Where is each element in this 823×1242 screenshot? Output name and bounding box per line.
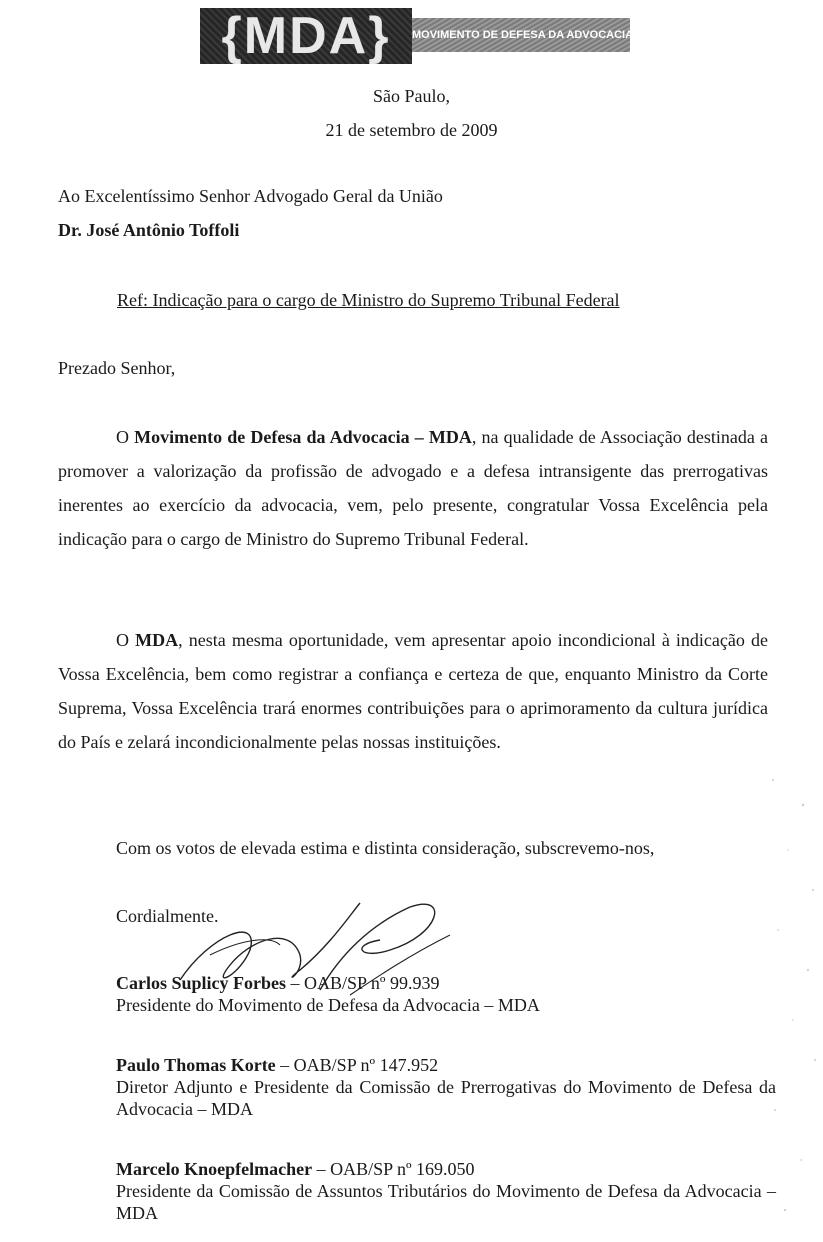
p1-lead: O — [116, 427, 135, 447]
salutation: Prezado Senhor, — [58, 358, 176, 378]
signatory-role: Diretor Adjunto e Presidente da Comissão de Prerrogativas do Movimento de Defesa da Advocacia – MDA — [116, 1077, 776, 1119]
signatory-role: Presidente do Movimento de Defesa da Advocacia – MDA — [116, 995, 540, 1015]
signatory-1 — [116, 972, 776, 1016]
signatory-role: Presidente da Comissão de Assuntos Tributários do Movimento de Defesa da Advocacia – MDA — [116, 1181, 776, 1223]
mda-logo — [200, 7, 634, 65]
p1-org: Movimento de Defesa da Advocacia – MDA — [134, 427, 472, 447]
p2-lead: O — [116, 630, 136, 650]
signatory-name: Marcelo Knoepfelmacher — [116, 1159, 313, 1179]
signatory-2 — [116, 1054, 776, 1120]
addressee-name: Dr. José Antônio Toffoli — [58, 220, 240, 240]
cordially: Cordialmente. — [116, 906, 219, 926]
header-date: 21 de setembro de 2009 — [325, 120, 498, 140]
scan-noise — [763, 760, 823, 1240]
header-city: São Paulo, — [372, 86, 450, 106]
logo-band: MOVIMENTO DE DEFESA DA ADVOCACIA — [412, 18, 630, 52]
body-paragraph-2 — [58, 623, 768, 759]
body-paragraph-1 — [58, 420, 768, 556]
signatory-name: Carlos Suplicy Forbes — [116, 973, 287, 993]
signatory-oab: – OAB/SP nº 169.050 — [312, 1159, 475, 1179]
logo-mark: {MDA} — [200, 8, 412, 64]
p2-org: MDA — [135, 630, 179, 650]
p1-rest: , na qualidade de Associação destinada a promover a valorização da profissão de advogado e a defesa intransigente das prerrogativas inerentes ao exercício da advocacia, vem, pelo presente, congratular Vossa Excelência pela indicação para o cargo de Ministro do Supremo Tribunal Federal. — [58, 427, 769, 549]
signatory-oab: – OAB/SP nº 99.939 — [286, 973, 440, 993]
p2-rest: , nesta mesma oportunidade, vem apresentar apoio incondicional à indicação de Vossa Excelência, bem como registrar a confiança e certeza de que, enquanto Ministro da Corte Suprema, Vossa Excelência trará enormes contribuições para o aprimoramento da cultura jurídica do País e zelará incondicionalmente pelas nossas instituições. — [58, 630, 768, 752]
reference-line: Ref: Indicação para o cargo de Ministro do Supremo Tribunal Federal — [117, 290, 620, 310]
signatory-oab: – OAB/SP nº 147.952 — [275, 1055, 439, 1075]
signatory-name: Paulo Thomas Korte — [116, 1055, 276, 1075]
signatory-3 — [116, 1158, 776, 1224]
closing-line: Com os votos de elevada estima e distinta consideração, subscrevemo-nos, — [116, 838, 655, 858]
addressee-title: Ao Excelentíssimo Senhor Advogado Geral da União — [58, 186, 443, 206]
